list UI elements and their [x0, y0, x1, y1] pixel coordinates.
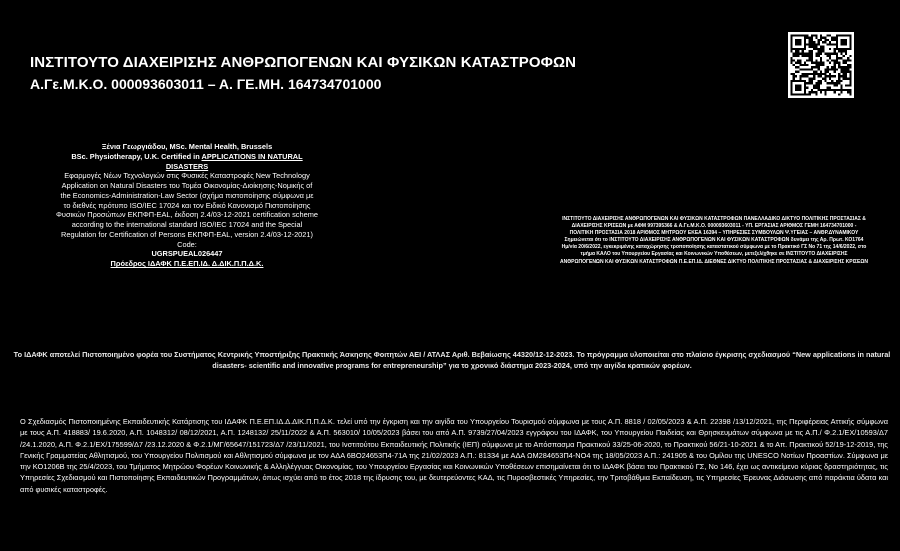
certifier-role: Πρόεδρος ΙΔΑΦΚ Π.Ε.ΕΠ.ΙΔ. Δ.ΔΙΚ.Π.Π.Δ.Κ. [110, 259, 264, 269]
registry-note [560, 216, 868, 266]
accreditation-text: Το ΙΔΑΦΚ αποτελεί Πιστοποιημένο φορέα του Συστήματος Κεντρικής Υποστήριξης Πρακτικής Άσκησης Φοιτητών ΑΕΙ / ΑΤΛΑΣ Αριθ. Βεβαίωσης 44320/12-12-2023. Το πρόγραμμα υλοποιείται στο πλαίσιο έγκρισης σχεδιασμού “New applications in natural disasters- scientific and innovative programs for entrepreneurship” για το χρονικό διάστημα 2023-2024, υπό την αιγίδα κρατικών φορέων. [13, 350, 891, 370]
legal-paragraph [20, 416, 888, 495]
legal-text: Ο Σχεδιασμός Πιστοποιημένης Εκπαιδευτικής Κατάρτισης του ΙΔΑΦΚ Π.Ε.ΕΠ.ΙΔ.Δ.ΔΙΚ.Π.Π.Δ.Κ. τελεί υπό την έγκριση και την αιγίδα του Υπουργείου Τουρισμού σύμφωνα με τους Α.Π. 8818 / 02/05/2023 & Α.Π. 22398 /13/12/2021, της Περιφέρειας Αττικής σύμφωνα με τους Α.Π. 418883/ 19.6.2020, Α.Π. 1048312/ 08/12/2021, Α.Π. 1248132/ 25/11/2022 & Α.Π. 563010/ 10/05/2023 βάσει του από Α.Π. 9739/27/04/2023 εγγράφου του ΙΔΑΦΚ, του Υπουργείου Παιδείας και Θρησκευμάτων σύμφωνα με τις Α.Π./ Φ.2.1/ΕΧ/10593/Δ7 /24.1.2020, Α.Π. Φ.2.1/ΕΧ/175599/Δ7 /23.12.2020 & Φ.2.1/ΜΓ/65647/151723/Δ7 /23/11/2021, του Ινστιτούτου Εκπαιδευτικής Πολιτικής (ΙΕΠ) σύμφωνα με το Απόσπασμα Πρακτικού 33/25-06-2020, το Πρακτικού 56/21-10-2021 & το Απ. Πρακτικού 52/19-12-2019, της Γενικής Γραμματείας Αθλητισμού, του Υπουργείου Πολιτισμού και Αθλητισμού σύμφωνα με τον ΑΔΑ 6ΒΟ24653Π4-71Α της 21/02/2023 Α.Π.: 81334 με ΑΔΑ ΩΜ284653Π4-ΝΟ4 της 18/05/2023 Α.Π.: 241905 & του Ομίλου της UNESCO Νοτίων Προαστίων. Σύμφωνα με την ΚΟ1206Β της 25/4/2023, του Τμήματος Μητρώου Φορέων Κοινωνικής & Αλληλέγγυας Οικονομίας, του Υπουργείου Εργασίας και Κοινωνικών Υποθέσεων επισημαίνεται ότι το ΙΔΑΦΚ βάσει του Πρακτικού ΓΣ, Νο 146, έχει ως αντικείμενο κύριας δραστηριότητας, τις Υπηρεσίες Σχεδιασμού και Πιστοποίησης Εκπαιδευτικών Προγραμμάτων, όπως ισχύει από το έτος 2018 της ίδρυσης του, με δευτερεύοντες ΚΑΔ, τις Πυροσβεστικές Υπηρεσίες, την Τριτοβάθμια Εκπαίδευση, τις Υπηρεσίες Έρευνας Διάσωσης από παράκτια ύδατα και από φυσικές καταστροφές. [20, 417, 888, 494]
certifier-credentials [56, 152, 318, 172]
certifier-name: Ξένια Γεωργιάδου, MSc. Mental Health, Brussels [101, 142, 273, 151]
registry-note-line2: Σημειώνεται ότι το ΙΝΣΤΙΤΟΥΤΟ ΔΙΑΧΕΙΡΙΣΗΣ ΑΝΘΡΩΠΟΓΕΝΩΝ ΚΑΙ ΦΥΣΙΚΩΝ ΚΑΤΑΣΤΡΟΦΩΝ δυνάμει της Αρ. Πρωτ. ΚΟ1764 Ημ/νία 20/6/2022, εγκεκριμένης καταχώρησης τροποποίησης καταστατικού σύμφωνα με το Πρακτικό ΓΣ Νο 71 της 14/6/2022, στο τμήμα ΚΑΛΟ του Υπουργείου Εργασίας και Κοινωνικών Υποθέσεων, μετεξελίχθηκε σε ΙΝΣΤΙΤΟΥΤΟ ΔΙΑΧΕΙΡΙΣΗΣ ΑΝΘΡΩΠΟΓΕΝΩΝ ΚΑΙ ΦΥΣΙΚΩΝ ΚΑΤΑΣΤΡΟΦΩΝ Π.Ε.ΕΠ.ΙΔ. ΔΙΕΘΝΕΣ ΔΙΚΤΥΟ ΠΟΛΙΤΙΚΗΣ ΠΡΟΣΤΑΣΙΑΣ & ΔΙΑΧΕΙΡΙΣΗΣ ΚΡΙΣΕΩΝ [560, 237, 868, 265]
registry-note-line1: ΙΝΣΤΙΤΟΥΤΟ ΔΙΑΧΕΙΡΙΣΗΣ ΑΝΘΡΩΠΟΓΕΝΩΝ ΚΑΙ ΦΥΣΙΚΩΝ ΚΑΤΑΣΤΡΟΦΩΝ ΠΑΝΕΛΛΑΔΙΚΟ ΔΙΚΤΥΟ ΠΟΛΙΤΙΚΗΣ ΠΡΟΣΤΑΣΙΑΣ & ΔΙΑΧΕΙΡΙΣΗΣ ΚΡΙΣΕΩΝ με ΑΦΜ 997395366 & Α.Γε.Μ.Κ.Ο. 000093603011 - ΥΠ. ΕΡΓΑΣΙΑΣ ΑΡΙΘΜΟΣ ΓΕΜΗ 164734701000 - ΠΟΛΙΤΙΚΗ ΠΡΟΣΤΑΣΙΑ 2018 ΑΡΙΘΜΟΣ ΜΗΤΡΩΟΥ ΕΚΕΑ 16394 – ΥΠΗΡΕΣΙΕΣ ΣΥΜΒΟΥΛΩΝ Ψ.ΥΓΕΙΑΣ – ΑΝΘΡ.ΔΥΝΑΜΙΚΟΥ [562, 216, 866, 237]
certifier-credentials-prefix: BSc. Physiotherapy, U.K. Certified in [71, 151, 202, 161]
certifier-block [56, 142, 318, 269]
certification-scheme-text: Εφαρμογές Νέων Τεχνολογιών στις Φυσικές Καταστροφές New Technology Application on Natural Disasters του Τομέα Οικονομίας-Διοίκησης-Νομικής of the Economics-Administration-Law Sector (σχήμα πιστοποίησης σύμφωνα με το διεθνές πρότυπο ISO/IEC 17024 και τον Ειδικό Κανονισμό Πιστοποίησης Φυσικών Προσώπων ΕΚΠΦΠ-EAL, έκδοση 2.4/03-12-2021 certification scheme according to the international standard ISO/IEC 17024 and the Special Regulation for Certification of Persons ΕΚΠΦΠ-EAL, version 2.4/03-12-2021) Code: [56, 171, 318, 249]
qr-code-icon[interactable] [788, 32, 854, 98]
accreditation-paragraph [12, 350, 892, 372]
page-title: ΙΝΣΤΙΤΟΥΤΟ ΔΙΑΧΕΙΡΙΣΗΣ ΑΝΘΡΩΠΟΓΕΝΩΝ ΚΑΙ ΦΥΣΙΚΩΝ ΚΑΤΑΣΤΡΟΦΩΝ [30, 54, 577, 71]
certifier-certification-link: APPLICATIONS IN NATURAL DISASTERS [165, 151, 303, 171]
certification-code: UGRSPUEAL026447 [151, 249, 223, 259]
registry-numbers: Α.Γε.Μ.Κ.Ο. 000093603011 – Α. ΓΕ.ΜΗ. 164734701000 [30, 76, 382, 92]
